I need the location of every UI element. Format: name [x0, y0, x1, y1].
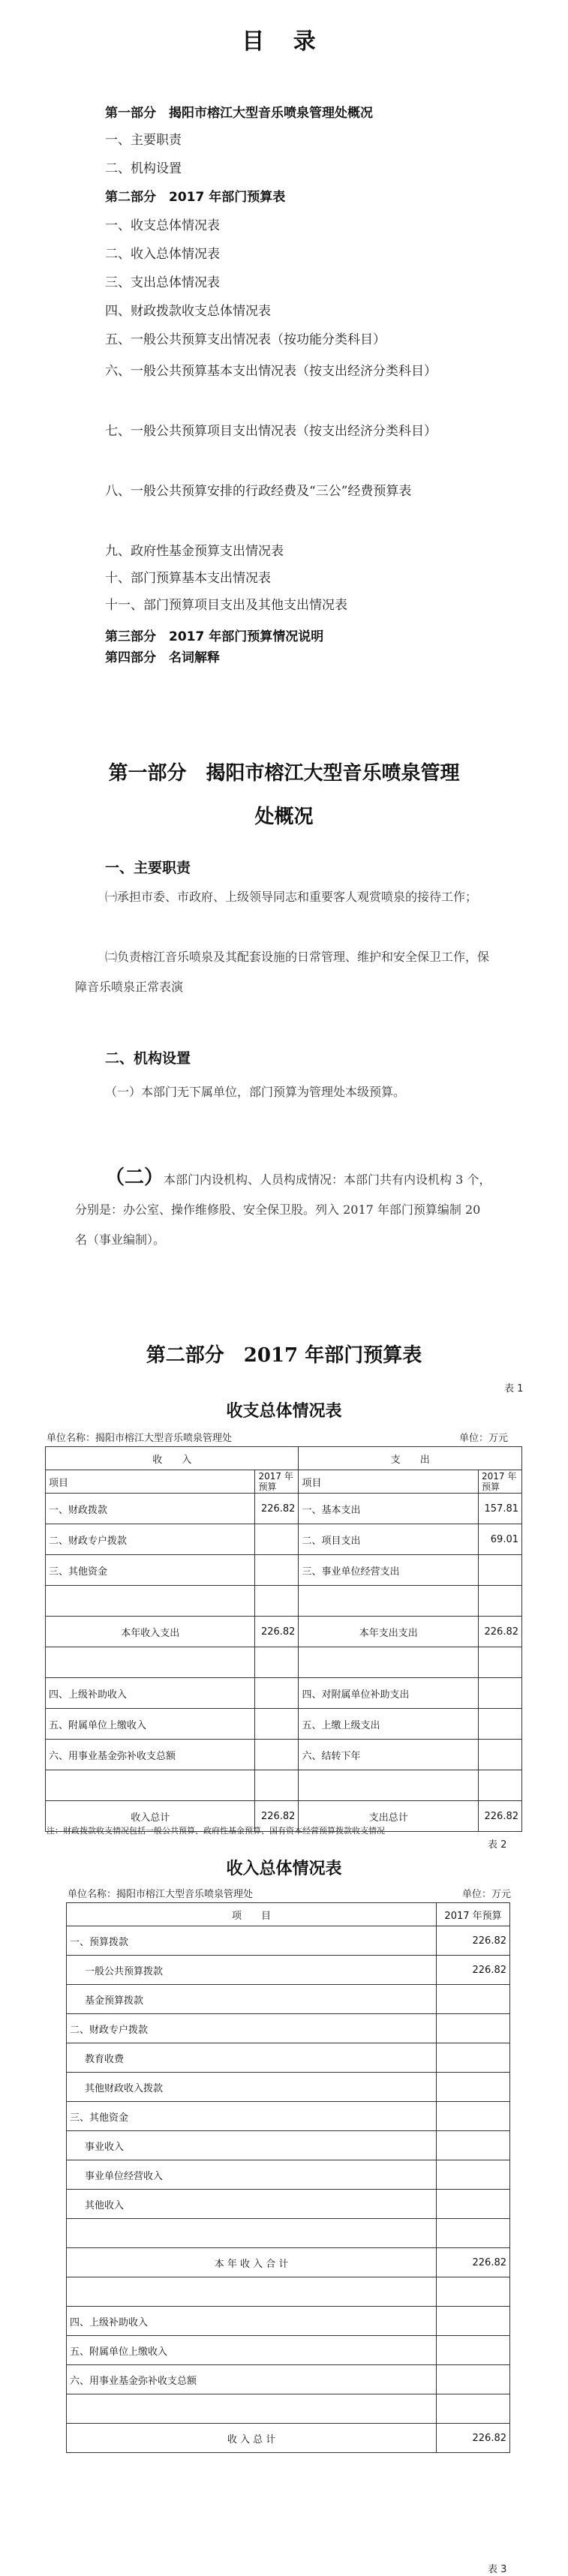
cell-item: 事业单位经营收入 — [67, 2160, 437, 2190]
table-row — [46, 1740, 522, 1770]
cell-in-item: 本年收入支出 — [46, 1617, 255, 1647]
cell-out-item: 二、项目支出 — [299, 1524, 479, 1555]
t2-col-budget: 2017 年预算 — [437, 1903, 510, 1926]
toc-item: 三、支出总体情况表 — [105, 275, 220, 290]
cell-out-item: 支出总计 — [299, 1801, 479, 1832]
cell-in-val — [255, 1555, 299, 1586]
table-row — [67, 1926, 510, 1956]
toc-item: 第四部分 名词解释 — [105, 650, 220, 665]
cell-item: 本 年 收 入 合 计 — [67, 2248, 437, 2277]
toc-item: 六、一般公共预算基本支出情况表（按支出经济分类科目） — [105, 364, 437, 379]
toc-item: 第三部分 2017 年部门预算情况说明 — [105, 629, 324, 644]
toc-item: 一、主要职责 — [105, 133, 182, 148]
cell-in-val: 226.82 — [255, 1801, 299, 1832]
cell-in-val: 226.82 — [255, 1494, 299, 1524]
cell-value — [437, 2073, 510, 2102]
col-item-in: 项目 — [46, 1470, 255, 1494]
col-budget-out: 2017 年预算 — [478, 1470, 521, 1494]
cell-value: 226.82 — [437, 1956, 510, 1985]
cell-in-val — [255, 1709, 299, 1740]
duty-2 — [75, 942, 495, 1002]
cell-out-val — [478, 1709, 521, 1740]
cell-in-val — [255, 1770, 299, 1801]
table1-unit: 单位：万元 — [459, 1433, 509, 1444]
cell-value — [437, 2365, 510, 2394]
table-row — [67, 2365, 510, 2394]
table-row — [46, 1494, 522, 1524]
table1 — [45, 1446, 522, 1832]
cell-item — [67, 2394, 437, 2424]
table-row — [46, 1709, 522, 1740]
table-row — [67, 2160, 510, 2190]
cell-item: 教育收费 — [67, 2043, 437, 2073]
expense-header: 支 出 — [299, 1447, 522, 1470]
table-row — [46, 1678, 522, 1709]
cell-in-item — [46, 1770, 255, 1801]
table2-unit-name: 单位名称：揭阳市榕江大型音乐喷泉管理处 — [68, 1889, 254, 1900]
cell-value — [437, 1985, 510, 2014]
cell-out-val — [478, 1678, 521, 1709]
table-row — [67, 2219, 510, 2248]
col-budget-in: 2017 年预算 — [255, 1470, 299, 1494]
cell-item: 二、财政专户拨款 — [67, 2014, 437, 2043]
table-row — [67, 2394, 510, 2424]
cell-out-item: 四、对附属单位补助支出 — [299, 1678, 479, 1709]
table-row — [46, 1647, 522, 1678]
toc-item: 一、收支总体情况表 — [105, 218, 220, 233]
cell-value — [437, 2043, 510, 2073]
org-heading: 二、机构设置 — [105, 1050, 191, 1067]
toc-item: 第一部分 揭阳市榕江大型音乐喷泉管理处概况 — [105, 106, 373, 121]
cell-out-item: 六、结转下年 — [299, 1740, 479, 1770]
cell-out-item: 五、上缴上级支出 — [299, 1709, 479, 1740]
part2-title: 第二部分 2017 年部门预算表 — [146, 1344, 422, 1367]
table-row — [67, 2424, 510, 2453]
table-row — [67, 2190, 510, 2219]
table-row — [67, 1956, 510, 1985]
toc-item: 十、部门预算基本支出情况表 — [105, 571, 271, 586]
cell-out-item: 一、基本支出 — [299, 1494, 479, 1524]
table2-title: 收入总体情况表 — [226, 1859, 342, 1878]
cell-out-item: 本年支出支出 — [299, 1617, 479, 1647]
toc-item: 二、机构设置 — [105, 161, 182, 176]
table-row — [67, 2307, 510, 2336]
toc-item: 四、财政拨款收支总体情况表 — [105, 304, 271, 319]
table-row — [67, 2277, 510, 2307]
toc-item: 九、政府性基金预算支出情况表 — [105, 544, 284, 559]
org-2 — [75, 1163, 495, 1255]
toc-item: 十一、部门预算项目支出及其他支出情况表 — [105, 598, 347, 613]
table3-label: 表 3 — [488, 2564, 507, 2575]
cell-in-item — [46, 1586, 255, 1617]
cell-value — [437, 2219, 510, 2248]
org-2-mark: （二） — [105, 1166, 164, 1189]
table2-unit: 单位：万元 — [462, 1889, 512, 1900]
org-1-text: （一）本部门无下属单位，部门预算为管理处本级预算。 — [105, 1085, 406, 1099]
cell-in-val — [255, 1586, 299, 1617]
cell-out-val — [478, 1770, 521, 1801]
cell-out-item — [299, 1586, 479, 1617]
table2-label: 表 2 — [488, 1839, 507, 1851]
table-row — [46, 1617, 522, 1647]
cell-value: 226.82 — [437, 2248, 510, 2277]
table-row — [67, 2043, 510, 2073]
cell-out-val: 157.81 — [478, 1494, 521, 1524]
cell-in-val — [255, 1740, 299, 1770]
cell-value — [437, 2190, 510, 2219]
cell-value — [437, 2131, 510, 2160]
toc-item: 七、一般公共预算项目支出情况表（按支出经济分类科目） — [105, 424, 437, 439]
table-row — [46, 1555, 522, 1586]
table-row — [67, 2073, 510, 2102]
cell-item: 五、附属单位上缴收入 — [67, 2336, 437, 2365]
cell-item — [67, 2277, 437, 2307]
table-row — [67, 1985, 510, 2014]
part1-title-line2: 处概况 — [254, 806, 314, 828]
part1-title-line1: 第一部分 揭阳市榕江大型音乐喷泉管理 — [108, 762, 460, 785]
cell-value — [437, 2394, 510, 2424]
cell-item: 其他收入 — [67, 2190, 437, 2219]
cell-out-item — [299, 1770, 479, 1801]
cell-item: 四、上级补助收入 — [67, 2307, 437, 2336]
cell-in-val: 226.82 — [255, 1617, 299, 1647]
cell-in-item: 五、附属单位上缴收入 — [46, 1709, 255, 1740]
cell-out-item: 三、事业单位经营支出 — [299, 1555, 479, 1586]
cell-item: 六、用事业基金弥补收支总额 — [67, 2365, 437, 2394]
cell-value — [437, 2014, 510, 2043]
cell-out-val — [478, 1555, 521, 1586]
cell-in-val — [255, 1524, 299, 1555]
table-row — [67, 2014, 510, 2043]
cell-in-item — [46, 1647, 255, 1678]
t2-col-item: 项 目 — [67, 1903, 437, 1926]
cell-in-val — [255, 1647, 299, 1678]
cell-out-val — [478, 1586, 521, 1617]
toc-item: 八、一般公共预算安排的行政经费及“三公”经费预算表 — [105, 484, 412, 499]
table-row — [67, 2131, 510, 2160]
table1-note: 注：财政拨款收支情况包括一般公共预算、政府性基金预算、国有资本经营预算拨款收支情况 — [47, 1826, 385, 1836]
cell-item: 其他财政收入拨款 — [67, 2073, 437, 2102]
cell-value: 226.82 — [437, 1926, 510, 1956]
table-row — [46, 1524, 522, 1555]
toc-item: 第二部分 2017 年部门预算表 — [105, 190, 286, 205]
duty-2-text: ㈡负责榕江音乐喷泉及其配套设施的日常管理、维护和安全保卫工作，保障音乐喷泉正常表演 — [75, 950, 490, 994]
cell-in-item: 一、财政拨款 — [46, 1494, 255, 1524]
org-2-text: 本部门内设机构、人员构成情况：本部门共有内设机构 3 个，分别是：办公室、操作维修股、安全保卫股。列入 2017 年部门预算编制 20 名（事业编制）。 — [75, 1172, 491, 1247]
duties-heading: 一、主要职责 — [105, 860, 191, 876]
org-1 — [75, 1077, 495, 1107]
table-row — [67, 2248, 510, 2277]
cell-out-val: 69.01 — [478, 1524, 521, 1555]
cell-value: 226.82 — [437, 2424, 510, 2453]
table-row — [67, 2336, 510, 2365]
cell-item: 一、预算拨款 — [67, 1926, 437, 1956]
cell-item — [67, 2219, 437, 2248]
table-row — [67, 2102, 510, 2131]
cell-in-item: 收入总计 — [46, 1801, 255, 1832]
income-header: 收 入 — [46, 1447, 299, 1470]
duty-1 — [75, 882, 495, 912]
cell-item: 收 入 总 计 — [67, 2424, 437, 2453]
cell-value — [437, 2307, 510, 2336]
toc-title: 目 录 — [242, 29, 326, 55]
cell-out-item — [299, 1647, 479, 1678]
duty-1-text: ㈠承担市委、市政府、上级领导同志和重要客人观赏喷泉的接待工作； — [105, 890, 478, 904]
cell-value — [437, 2102, 510, 2131]
table-row — [46, 1586, 522, 1617]
cell-out-val: 226.82 — [478, 1801, 521, 1832]
cell-out-val — [478, 1740, 521, 1770]
cell-in-val — [255, 1678, 299, 1709]
cell-in-item: 三、其他资金 — [46, 1555, 255, 1586]
cell-out-val: 226.82 — [478, 1617, 521, 1647]
cell-in-item: 六、用事业基金弥补收支总额 — [46, 1740, 255, 1770]
table2 — [66, 1902, 510, 2453]
cell-value — [437, 2277, 510, 2307]
cell-in-item: 二、财政专户拨款 — [46, 1524, 255, 1555]
toc-item: 五、一般公共预算支出情况表（按功能分类科目） — [105, 332, 386, 347]
table-row — [46, 1770, 522, 1801]
cell-out-val — [478, 1647, 521, 1678]
table1-title: 收支总体情况表 — [226, 1401, 342, 1421]
cell-item: 事业收入 — [67, 2131, 437, 2160]
cell-value — [437, 2160, 510, 2190]
cell-item: 三、其他资金 — [67, 2102, 437, 2131]
cell-in-item: 四、上级补助收入 — [46, 1678, 255, 1709]
cell-item: 基金预算拨款 — [67, 1985, 437, 2014]
table1-unit-name: 单位名称：揭阳市榕江大型音乐喷泉管理处 — [47, 1433, 233, 1444]
col-item-out: 项目 — [299, 1470, 479, 1494]
table1-label: 表 1 — [504, 1383, 524, 1395]
cell-item: 一般公共预算拨款 — [67, 1956, 437, 1985]
toc-item: 二、收入总体情况表 — [105, 247, 220, 262]
cell-value — [437, 2336, 510, 2365]
